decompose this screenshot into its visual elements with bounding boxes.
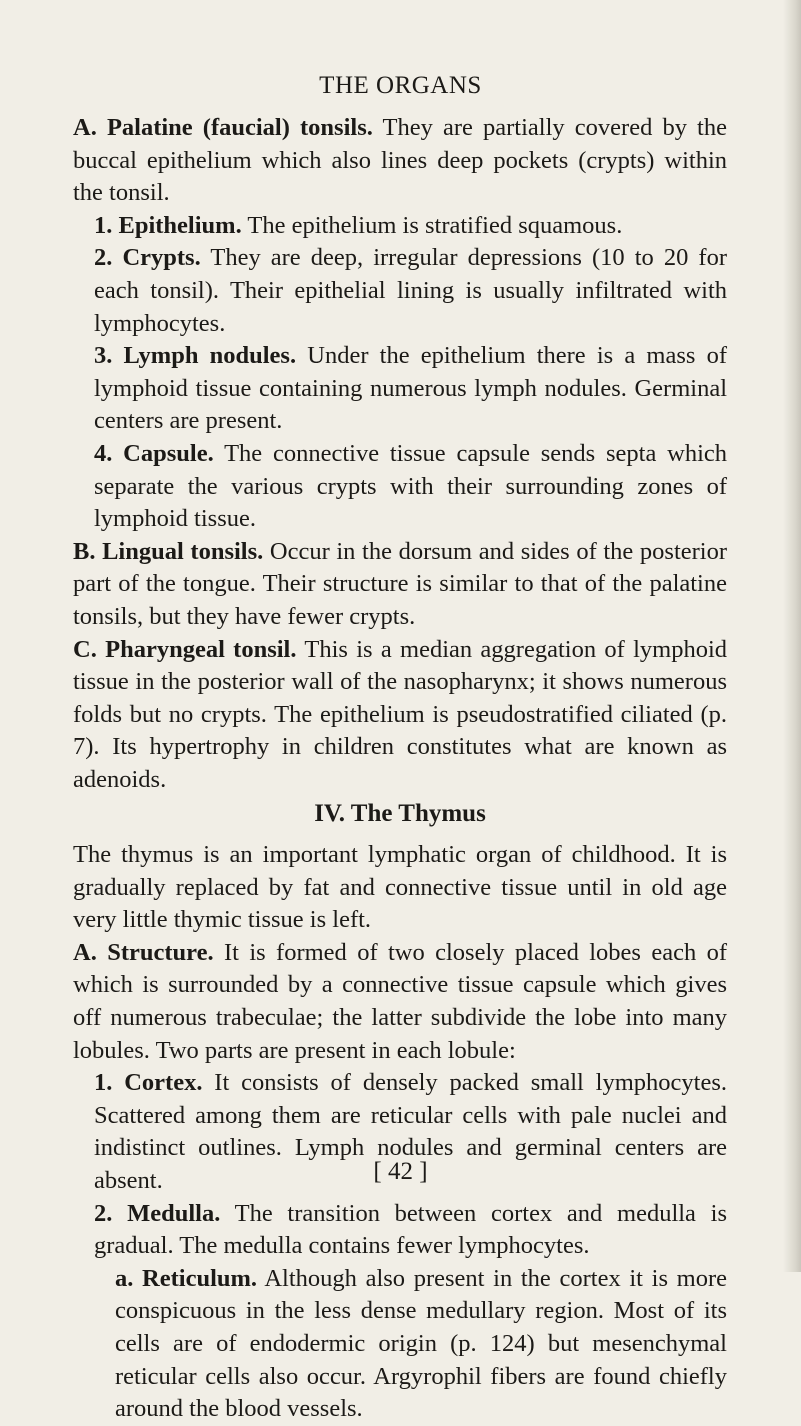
paragraph-lymph-nodules: 3. Lymph nodules. Under the epithelium there is a mass of lymphoid tissue containing numerous lymph nodules. Germinal centers are present. <box>94 342 727 435</box>
paragraph-cortex: 1. Cortex. It consists of densely packed small lymphocytes. Scattered among them are reticular cells with pale nuclei and indistinct outlines. Lymph nodules and germinal centers are absent. <box>94 1069 727 1194</box>
section-title: IV. The Thymus <box>314 800 486 828</box>
paragraph-structure: A. Structure. It is formed of two closely placed lobes each of which is surrounded by a connective tissue capsule which gives off numerous trabeculae; the latter subdivide the lobe into many lobules. Two parts are present in each lobule: <box>73 938 727 1064</box>
paragraph-thymus-intro: The thymus is an important lymphatic organ of childhood. It is gradually replaced by fat and connective tissue until in old age very little thymic tissue is left. <box>73 841 727 934</box>
page-edge-shadow <box>783 0 801 1272</box>
paragraph-crypts: 2. Crypts. They are deep, irregular depressions (10 to 20 for each tonsil). Their epithelial lining is usually infiltrated with lymphocytes. <box>94 244 727 337</box>
paragraph-pharyngeal-tonsil: C. Pharyngeal tonsil. This is a median aggregation of lymphoid tissue in the posterior wall of the nasopharynx; it shows numerous folds but no crypts. The epithelium is pseudostratified ciliated (p. 7). Its hypertrophy in children constitutes what are known as adenoids. <box>73 635 727 793</box>
body-text <box>73 112 727 1426</box>
paragraph-epithelium: 1. Epithelium. The epithelium is stratified squamous. <box>94 211 623 239</box>
page-number: [ 42 ] <box>373 1158 428 1185</box>
paragraph-lingual-tonsils: B. Lingual tonsils. Occur in the dorsum and sides of the posterior part of the tongue. Their structure is similar to that of the palatine tonsils, but they have fewer crypts. <box>73 537 727 630</box>
paragraph-capsule: 4. Capsule. The connective tissue capsule sends septa which separate the various crypts with their surrounding zones of lymphoid tissue. <box>94 439 727 533</box>
paragraph-medulla: 2. Medulla. The transition between cortex and medulla is gradual. The medulla contains fewer lymphocytes. <box>94 1199 727 1260</box>
paragraph-palatine-tonsils: A. Palatine (faucial) tonsils. They are partially covered by the buccal epithelium which also lines deep pockets (crypts) within the tonsil. <box>73 114 727 207</box>
paragraph-reticulum: a. Reticulum. Although also present in the cortex it is more conspicuous in the less dense medullary region. Most of its cells are of endodermic origin (p. 124) but mesenchymal reticular cells also occur. Argyrophil fibers are found chiefly around the blood vessels. <box>115 1264 727 1423</box>
running-header: THE ORGANS <box>319 72 482 99</box>
